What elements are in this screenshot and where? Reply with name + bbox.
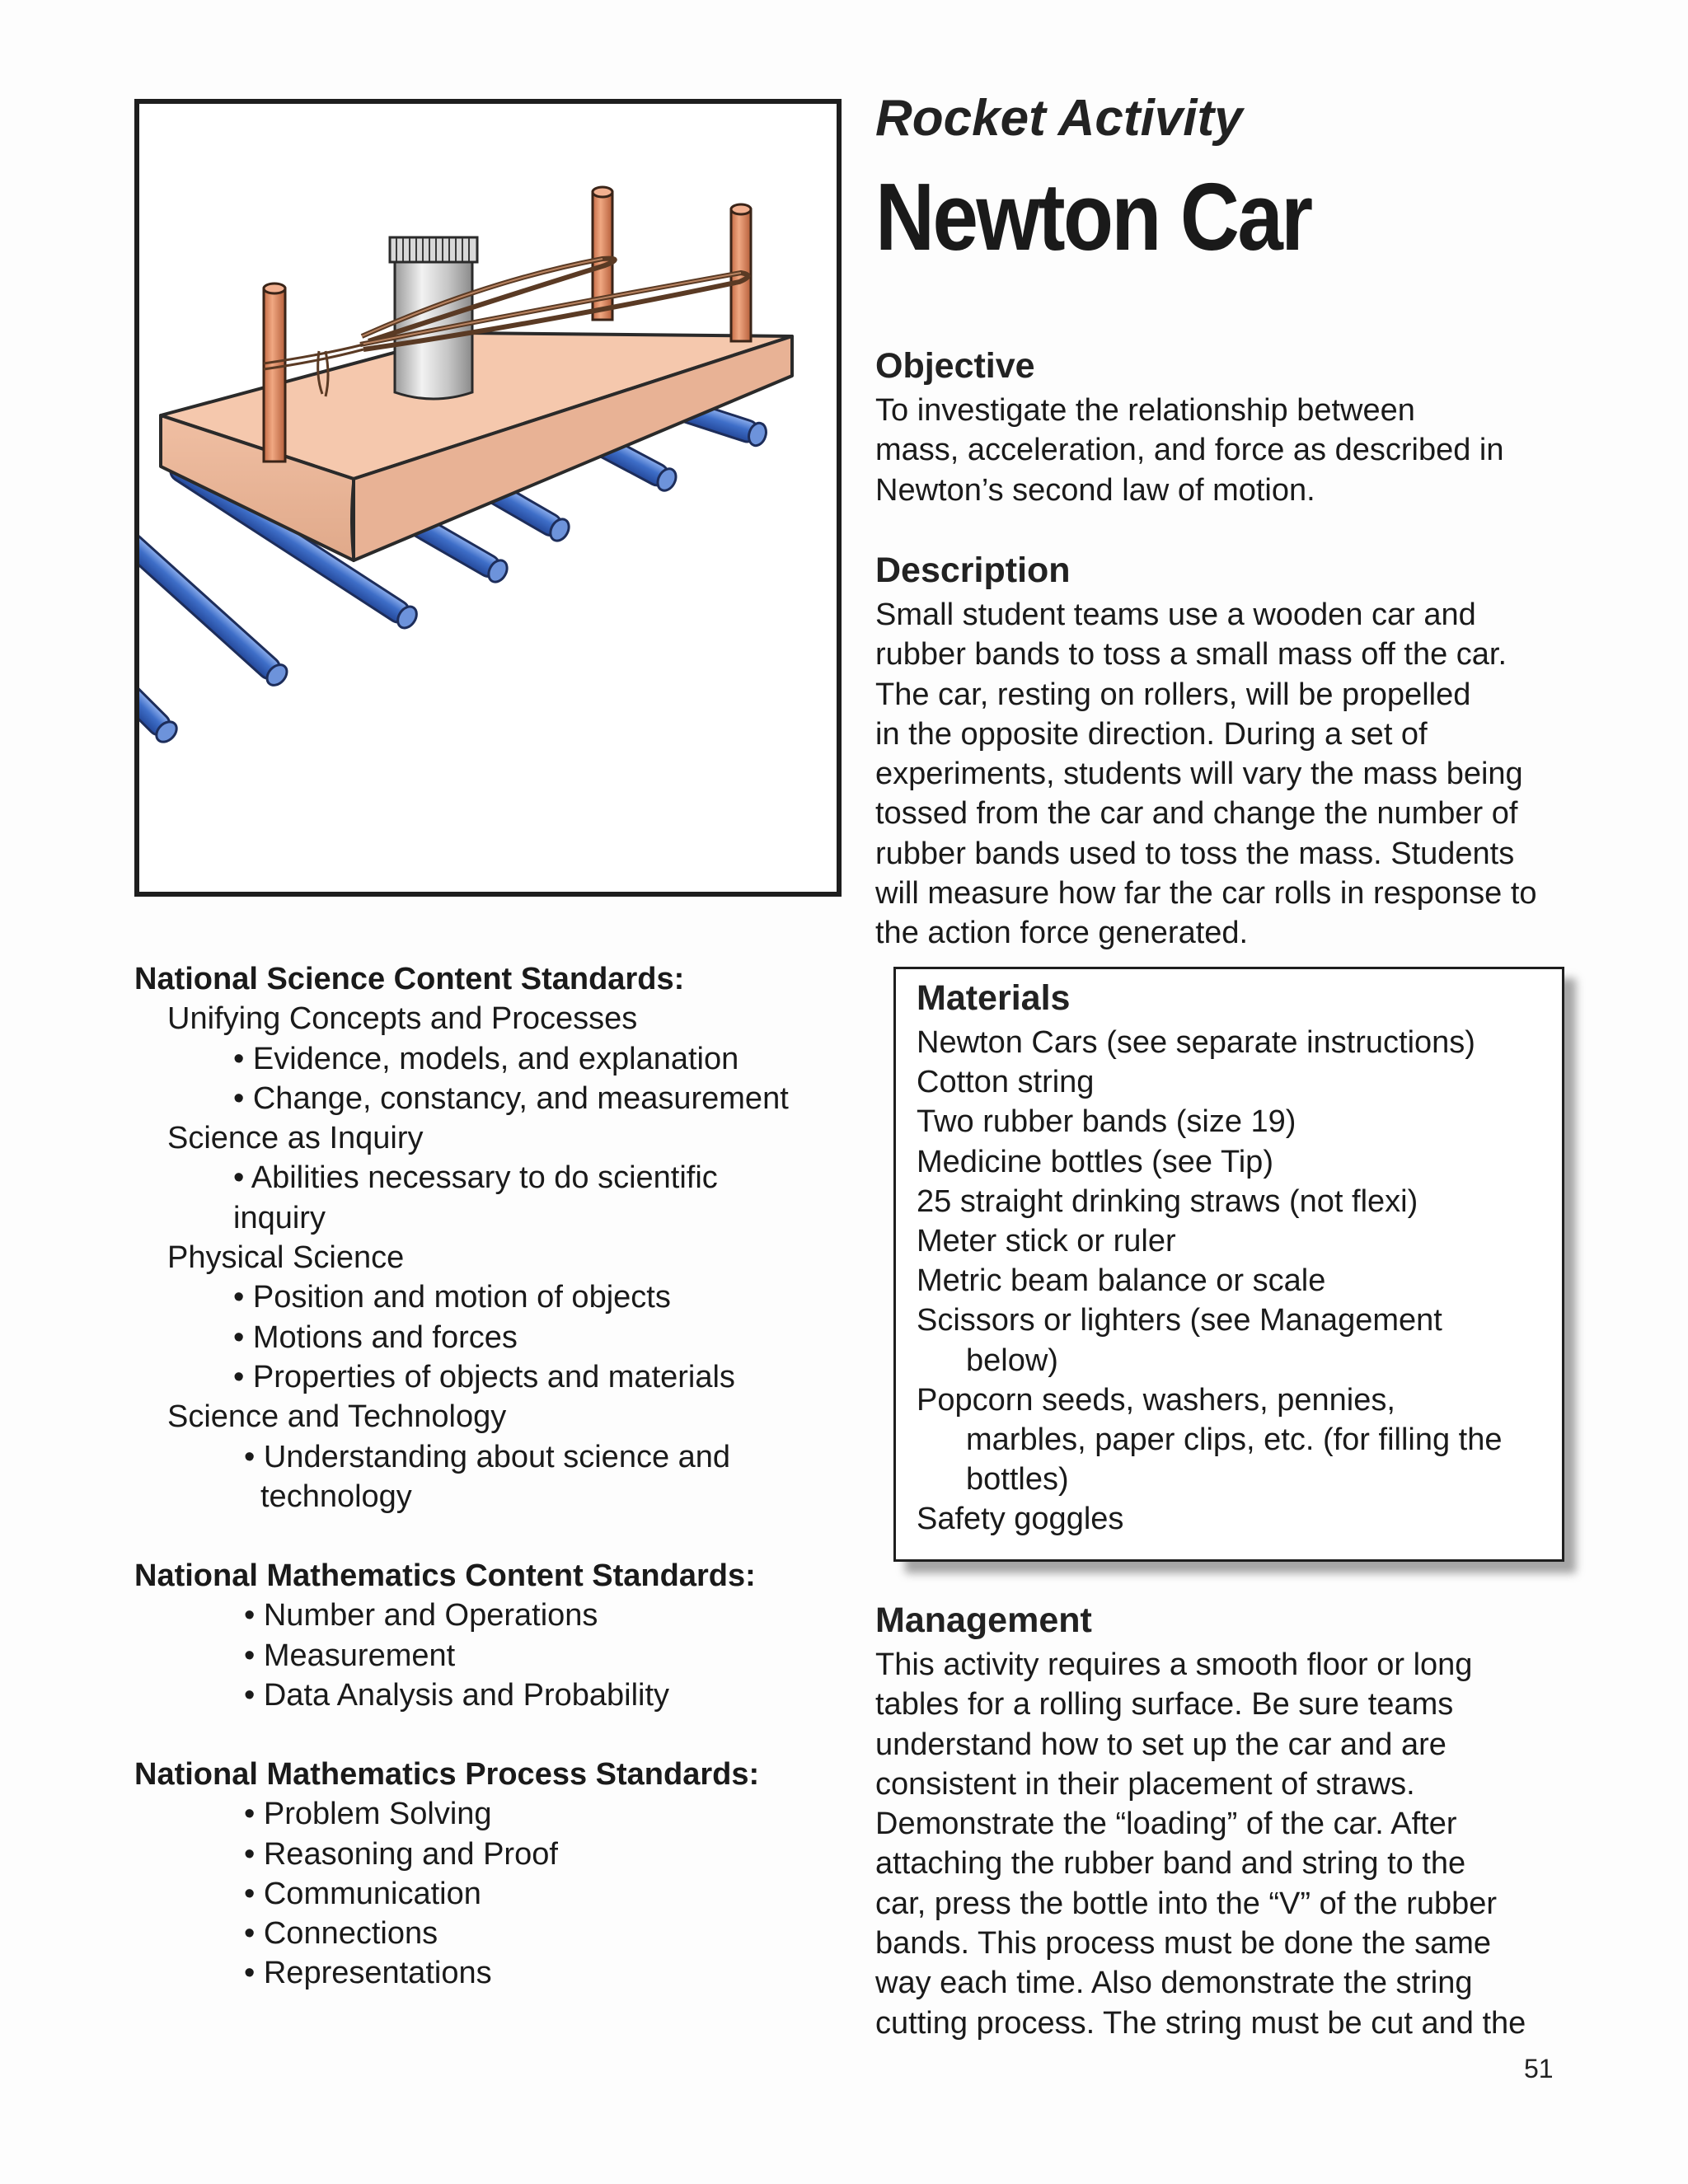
standards-item: • Motions and forces xyxy=(233,1319,518,1355)
description-line: in the opposite direction. During a set of xyxy=(875,716,1428,752)
description-line: Small student teams use a wooden car and xyxy=(875,598,1476,632)
activity-kicker: Rocket Activity xyxy=(875,90,1243,147)
standards-item: • Properties of objects and materials xyxy=(233,1359,735,1394)
management-line: This activity requires a smooth floor or long xyxy=(875,1647,1473,1682)
materials-item: Cotton string xyxy=(917,1065,1095,1100)
management-line: way each time. Also demonstrate the string xyxy=(875,1966,1473,2001)
objective-line: Newton’s second law of motion. xyxy=(875,472,1315,508)
materials-heading: Materials xyxy=(917,978,1071,1018)
management-line: cutting process. The string must be cut and the xyxy=(875,2005,1526,2041)
standards-item: • Reasoning and Proof xyxy=(244,1836,558,1872)
standards-category: Physical Science xyxy=(167,1240,405,1276)
dowels-back xyxy=(593,187,751,341)
standards-category: Science and Technology xyxy=(167,1399,507,1435)
standards-item: • Number and Operations xyxy=(244,1598,598,1633)
materials-item: Medicine bottles (see Tip) xyxy=(917,1144,1273,1179)
math-content-standards xyxy=(134,1556,756,1715)
standards-item: • Abilities necessary to do scientific xyxy=(233,1160,718,1196)
page-number: 51 xyxy=(1524,2054,1554,2083)
materials-item: 25 straight drinking straws (not flexi) xyxy=(917,1183,1418,1219)
description-line: the action force generated. xyxy=(875,916,1249,951)
management-line: bands. This process must be done the same xyxy=(875,1926,1492,1961)
management-line: car, press the bottle into the “V” of the rubber xyxy=(875,1886,1498,1921)
materials-box xyxy=(893,967,1564,1562)
materials-item: Metric beam balance or scale xyxy=(917,1263,1326,1299)
management-line: consistent in their placement of straws. xyxy=(875,1766,1415,1802)
materials-item: Meter stick or ruler xyxy=(917,1224,1176,1259)
materials-item-continuation: bottles) xyxy=(966,1462,1069,1497)
description-line: experiments, students will vary the mass being xyxy=(875,757,1523,792)
standards-item-continuation: technology xyxy=(260,1479,412,1514)
materials-item: Two rubber bands (size 19) xyxy=(917,1104,1296,1140)
management-line: tables for a rolling surface. Be sure teams xyxy=(875,1687,1454,1722)
management-heading: Management xyxy=(875,1601,1092,1640)
materials-list xyxy=(917,1023,1503,1540)
standards-item: • Measurement xyxy=(244,1638,456,1673)
standards-item: • Representations xyxy=(244,1956,492,1991)
science-standards xyxy=(134,959,789,1516)
standards-item: • Problem Solving xyxy=(244,1797,492,1832)
objective-text xyxy=(875,391,1504,510)
description-line: tossed from the car and change the number of xyxy=(875,796,1518,832)
materials-item-continuation: marbles, paper clips, etc. (for filling the xyxy=(966,1422,1503,1458)
management-line: understand how to set up the car and are xyxy=(875,1727,1447,1762)
materials-item: Newton Cars (see separate instructions) xyxy=(917,1025,1475,1060)
math-process-standards-heading: National Mathematics Process Standards: xyxy=(134,1757,760,1792)
newton-car-figure xyxy=(134,99,842,897)
objective-heading: Objective xyxy=(875,346,1035,386)
materials-item-continuation: below) xyxy=(966,1343,1058,1378)
standards-item: • Change, constancy, and measurement xyxy=(233,1080,789,1116)
standards-item-continuation: inquiry xyxy=(233,1200,326,1235)
objective-line: To investigate the relationship between xyxy=(875,393,1415,428)
standards-item: • Data Analysis and Probability xyxy=(244,1677,670,1713)
math-content-standards-heading: National Mathematics Content Standards: xyxy=(134,1558,756,1593)
materials-item: Popcorn seeds, washers, pennies, xyxy=(917,1382,1395,1418)
description-heading: Description xyxy=(875,551,1071,590)
standards-category: Science as Inquiry xyxy=(167,1121,424,1156)
dowel-front xyxy=(264,284,285,462)
standards-category: Unifying Concepts and Processes xyxy=(167,1001,638,1037)
standards-item: • Connections xyxy=(244,1916,438,1952)
description-text xyxy=(875,595,1537,954)
standards-item: • Evidence, models, and explanation xyxy=(233,1041,739,1076)
management-text xyxy=(875,1645,1526,2043)
standards-item: • Communication xyxy=(244,1876,481,1911)
description-line: rubber bands used to toss the mass. Students xyxy=(875,836,1515,871)
science-standards-heading: National Science Content Standards: xyxy=(134,962,685,996)
materials-item: Scissors or lighters (see Management xyxy=(917,1303,1442,1338)
math-process-standards xyxy=(134,1755,759,1994)
description-line: will measure how far the car rolls in response to xyxy=(875,876,1537,912)
objective-line: mass, acceleration, and force as described in xyxy=(875,433,1504,468)
page-title: Newton Car xyxy=(875,163,1311,270)
management-line: attaching the rubber band and string to the xyxy=(875,1846,1466,1882)
materials-item: Safety goggles xyxy=(917,1502,1124,1537)
description-line: rubber bands to toss a small mass off the car. xyxy=(875,637,1507,673)
newton-car-illustration xyxy=(139,104,837,892)
standards-item: • Understanding about science and xyxy=(244,1439,731,1474)
description-line: The car, resting on rollers, will be propelled xyxy=(875,677,1471,712)
management-line: Demonstrate the “loading” of the car. After xyxy=(875,1807,1457,1842)
standards-item: • Position and motion of objects xyxy=(233,1280,671,1315)
